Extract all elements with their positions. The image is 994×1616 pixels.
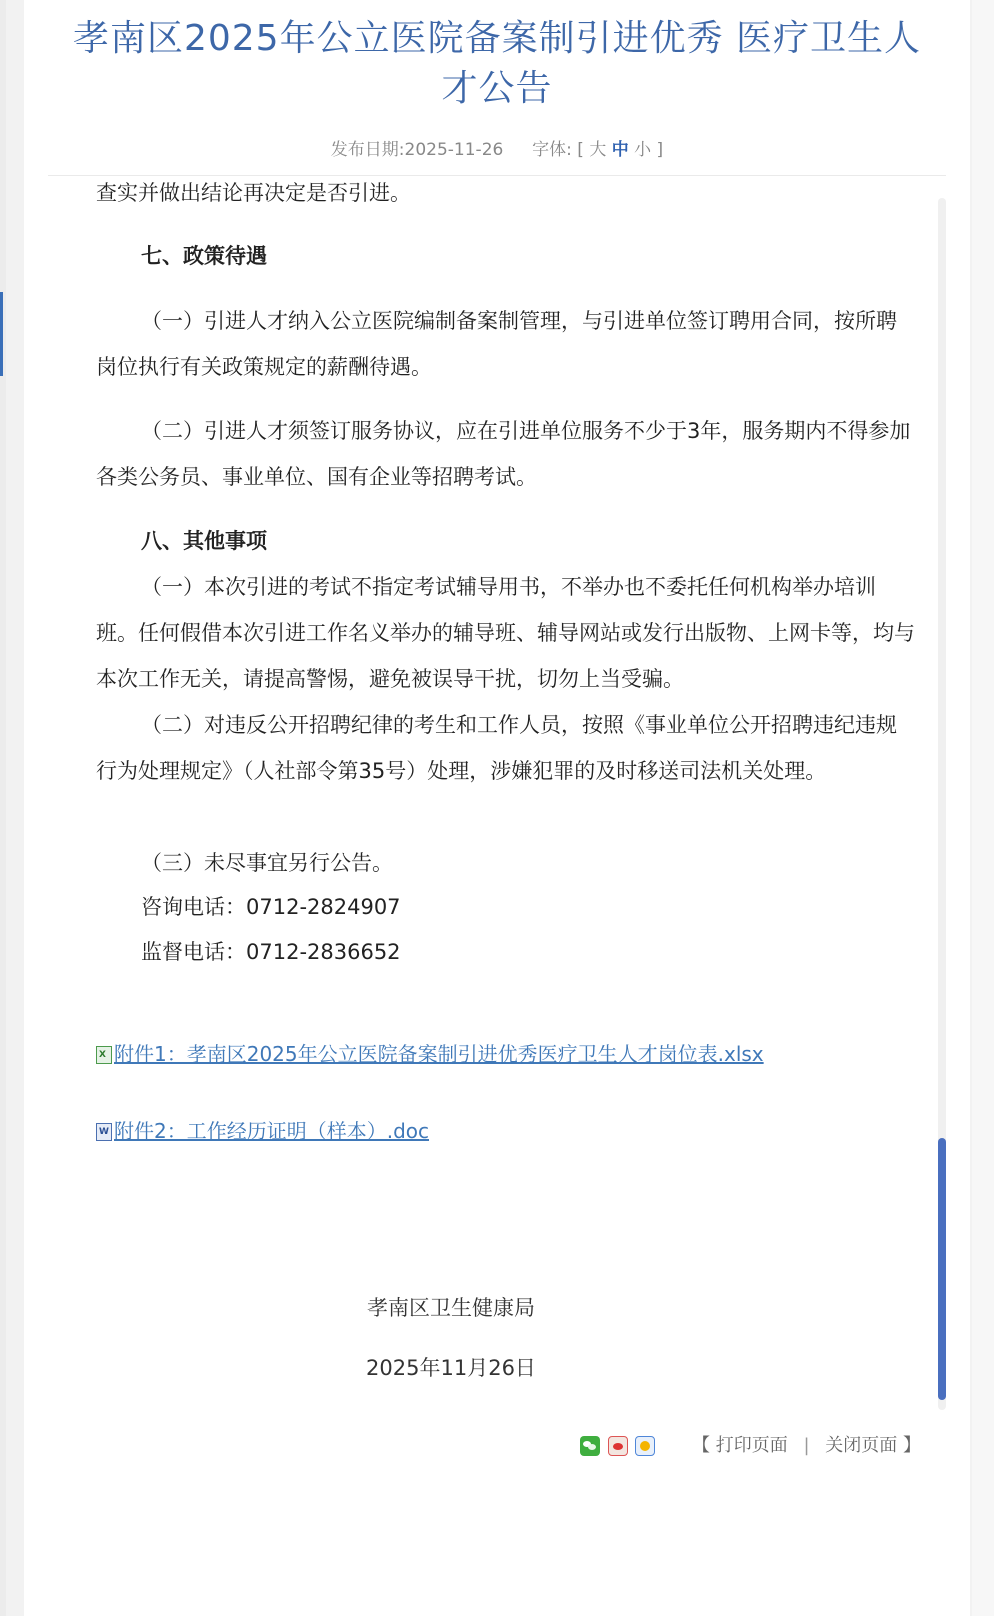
excel-file-icon: X — [96, 1046, 112, 1064]
attachment-1-label: 附件1：孝南区2025年公立医院备案制引进优秀医疗卫生人才岗位表.xlsx — [114, 1042, 764, 1066]
weibo-icon[interactable] — [608, 1436, 628, 1456]
close-page-button[interactable]: 关闭页面 — [825, 1435, 898, 1456]
actions-bracket-close: 】 — [903, 1435, 922, 1456]
article-body — [48, 178, 918, 1456]
left-edge-marker — [0, 292, 3, 376]
signature-org: 孝南区卫生健康局 — [367, 1296, 535, 1320]
wechat-icon[interactable] — [580, 1436, 600, 1456]
font-size-small-button[interactable]: 小 — [634, 140, 652, 160]
font-size-medium-button[interactable]: 中 — [611, 140, 629, 160]
section7-paragraph-2: （二）引进人才须签订服务协议，应在引进单位服务不少于3年，服务期内不得参加各类公务员、事业单位、国有企业等招聘考试。 — [96, 419, 911, 489]
article-meta — [24, 137, 970, 163]
section7-heading: 七、政策待遇 — [141, 244, 267, 268]
section8-paragraph-2: （二）对违反公开招聘纪律的考生和工作人员，按照《事业单位公开招聘违纪违规行为处理规定》（人社部令第35号）处理，涉嫌犯罪的及时移送司法机关处理。 — [96, 713, 897, 783]
font-size-large-button[interactable]: 大 — [589, 140, 607, 160]
signature-date: 2025年11月26日 — [366, 1356, 536, 1380]
left-edge-rail — [0, 0, 6, 1616]
font-bracket-open: [ — [577, 140, 584, 160]
supervise-phone: 监督电话：0712-2836652 — [141, 940, 401, 964]
section8-paragraph-1: （一）本次引进的考试不指定考试辅导用书，不举办也不委托任何机构举办培训班。任何假借本次引进工作名义举办的辅导班、辅导网站或发行出版物、上网卡等，均与本次工作无关，请提高警惕，避免被误导干扰，切勿上当受骗。 — [96, 575, 915, 691]
actions-bracket-open: 【 — [692, 1435, 710, 1456]
print-page-button[interactable]: 打印页面 — [715, 1435, 788, 1456]
article-footer — [24, 1430, 970, 1470]
publish-label: 发布日期: — [330, 140, 405, 160]
word-file-icon: W — [96, 1123, 112, 1141]
partial-text-line: 查实并做出结论再决定是否引进。 — [96, 181, 411, 205]
page-actions — [692, 1432, 921, 1460]
section8-heading: 八、其他事项 — [141, 529, 267, 553]
right-edge-margin — [972, 0, 994, 1616]
font-size-label: 字体: — [532, 140, 572, 160]
section8-paragraph-3: （三）未尽事宜另行公告。 — [141, 851, 393, 875]
actions-divider: | — [803, 1435, 810, 1456]
meta-divider — [48, 175, 946, 176]
consult-phone: 咨询电话：0712-2824907 — [141, 895, 401, 919]
attachment-2-label: 附件2：工作经历证明（样本）.doc — [114, 1119, 430, 1143]
attachment-2-link[interactable] — [96, 1117, 429, 1145]
scrollbar-thumb[interactable] — [938, 1138, 946, 1400]
section7-paragraph-1: （一）引进人才纳入公立医院编制备案制管理，与引进单位签订聘用合同，按所聘岗位执行有关政策规定的薪酬待遇。 — [96, 309, 897, 379]
attachment-1-link[interactable] — [96, 1040, 764, 1068]
article-page — [24, 0, 970, 1616]
font-bracket-close: ] — [656, 140, 664, 160]
article-title: 孝南区2025年公立医院备案制引进优秀 医疗卫生人才公告 — [72, 18, 922, 109]
publish-date: 2025-11-26 — [404, 140, 504, 160]
qzone-icon[interactable] — [635, 1436, 655, 1456]
article-content-viewport[interactable] — [48, 178, 946, 1456]
